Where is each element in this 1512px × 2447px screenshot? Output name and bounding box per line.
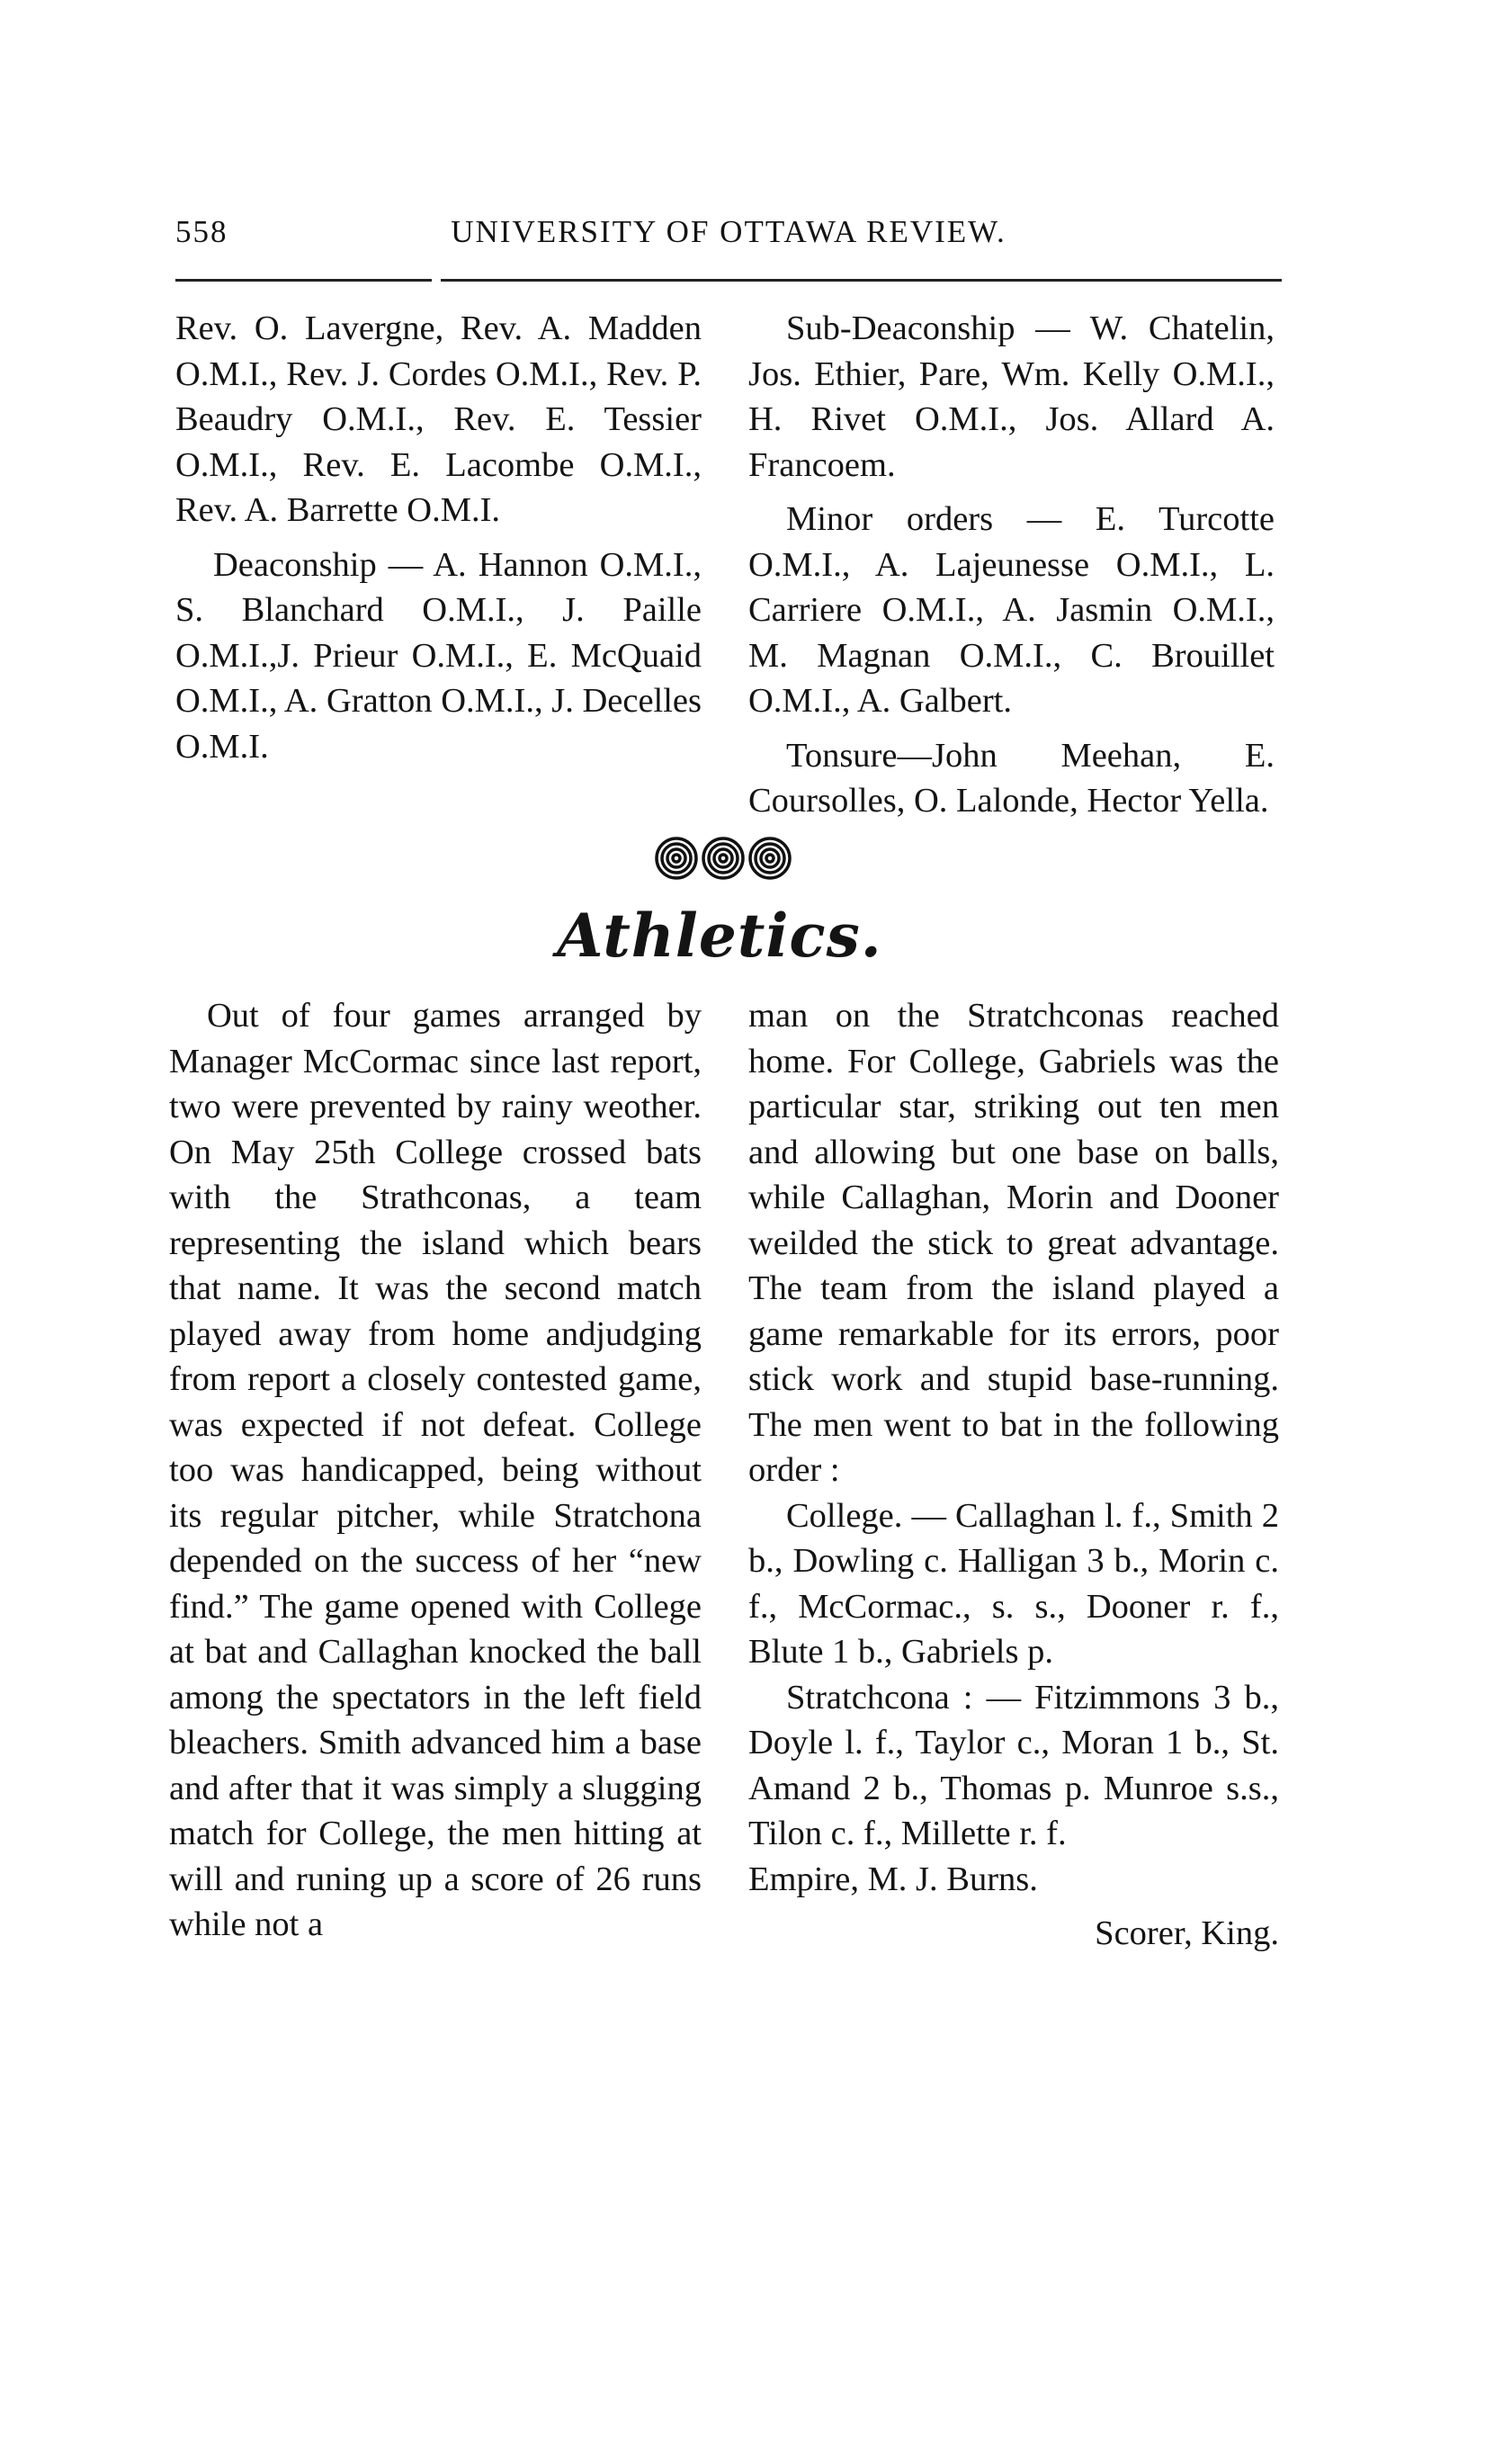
athletics-heading: Athletics. — [557, 901, 882, 971]
game-summary-paragraph: man on the Stratchconas reached home. For College, Gabriels was the particular star, striking out ten men and allowing but one base on balls, while Callaghan, Morin and Dooner weilded the stick to great advantage. The team from the island played a game remarkable for its errors, poor stick work and stupid base-running. The men went to bat in the following order : — [748, 997, 1279, 1489]
page-number: 558 — [175, 214, 228, 249]
ordinations-right-column — [748, 306, 1275, 824]
stratchcona-lineup-paragraph: Stratchcona : — Fitzimmons 3 b., Doyle l. f., Taylor c., Moran 1 b., St. Amand 2 b., Thomas p. Munroe s.s., Tilon c. f., Millette r. f. — [748, 1678, 1279, 1852]
college-lineup-paragraph: College. — Callaghan l. f., Smith 2 b., Dowling c. Halligan 3 b., Morin c. f., McCormac., s. s., Dooner r. f., Blute 1 b., Gabriels p. — [748, 1496, 1279, 1671]
minor-orders-paragraph: Minor orders — E. Turcotte O.M.I., A. Lajeunesse O.M.I., L. Carriere O.M.I., A. Jasmin O.M.I., M. Magnan O.M.I., C. Brouillet O.M.I., A. Galbert. — [748, 500, 1275, 720]
deaconship-paragraph: Deaconship — A. Hannon O.M.I., S. Blanchard O.M.I., J. Paille O.M.I.,J. Prieur O.M.I., E. McQuaid O.M.I., A. Gratton O.M.I., J. Decelles O.M.I. — [175, 545, 702, 766]
athletics-left-column — [169, 993, 702, 1948]
athletics-right-column — [748, 993, 1279, 1957]
spiral-ornament — [653, 835, 793, 882]
athletics-report-paragraph: Out of four games arranged by Manager McCormac since last report, two were prevented by rainy weother. On May 25th College crossed bats with the Strathconas, a team representing the island which bears that name. It was the second match played away from home andjudging from report a closely contested game, was expected if not defeat. College too was handicapped, being without its regular pitcher, while Stratchona depended on the success of her “new find.” The game opened with College at bat and Callaghan knocked the ball among the spectators in the left field bleachers. Smith advanced him a base and after that it was simply a slugging match for College, the men hitting at will and runing up a score of 26 runs while not a — [169, 997, 702, 1943]
scorer-line: Scorer, King. — [1095, 1914, 1279, 1952]
running-title: UNIVERSITY OF OTTAWA REVIEW. — [451, 214, 1007, 249]
tonsure-paragraph: Tonsure—John Meehan, E. Coursolles, O. Lalonde, Hector Yella. — [748, 736, 1275, 820]
ordinations-left-column — [175, 306, 702, 769]
header-rule-left — [175, 279, 432, 282]
page-header — [175, 214, 1282, 259]
priesthood-list: Rev. O. Lavergne, Rev. A. Madden O.M.I., Rev. J. Cordes O.M.I., Rev. P. Beaudry O.M.I., Rev. E. Tessier O.M.I., Rev. E. Lacombe O.M.I., Rev. A. Barrette O.M.I. — [175, 309, 702, 529]
header-rule-right — [441, 279, 1282, 282]
subdeaconship-paragraph: Sub-Deaconship — W. Chatelin, Jos. Ethier, Pare, Wm. Kelly O.M.I., H. Rivet O.M.I., Jos. Allard A. Francoem. — [748, 309, 1275, 484]
umpire-line: Empire, M. J. Burns. — [748, 1860, 1038, 1898]
